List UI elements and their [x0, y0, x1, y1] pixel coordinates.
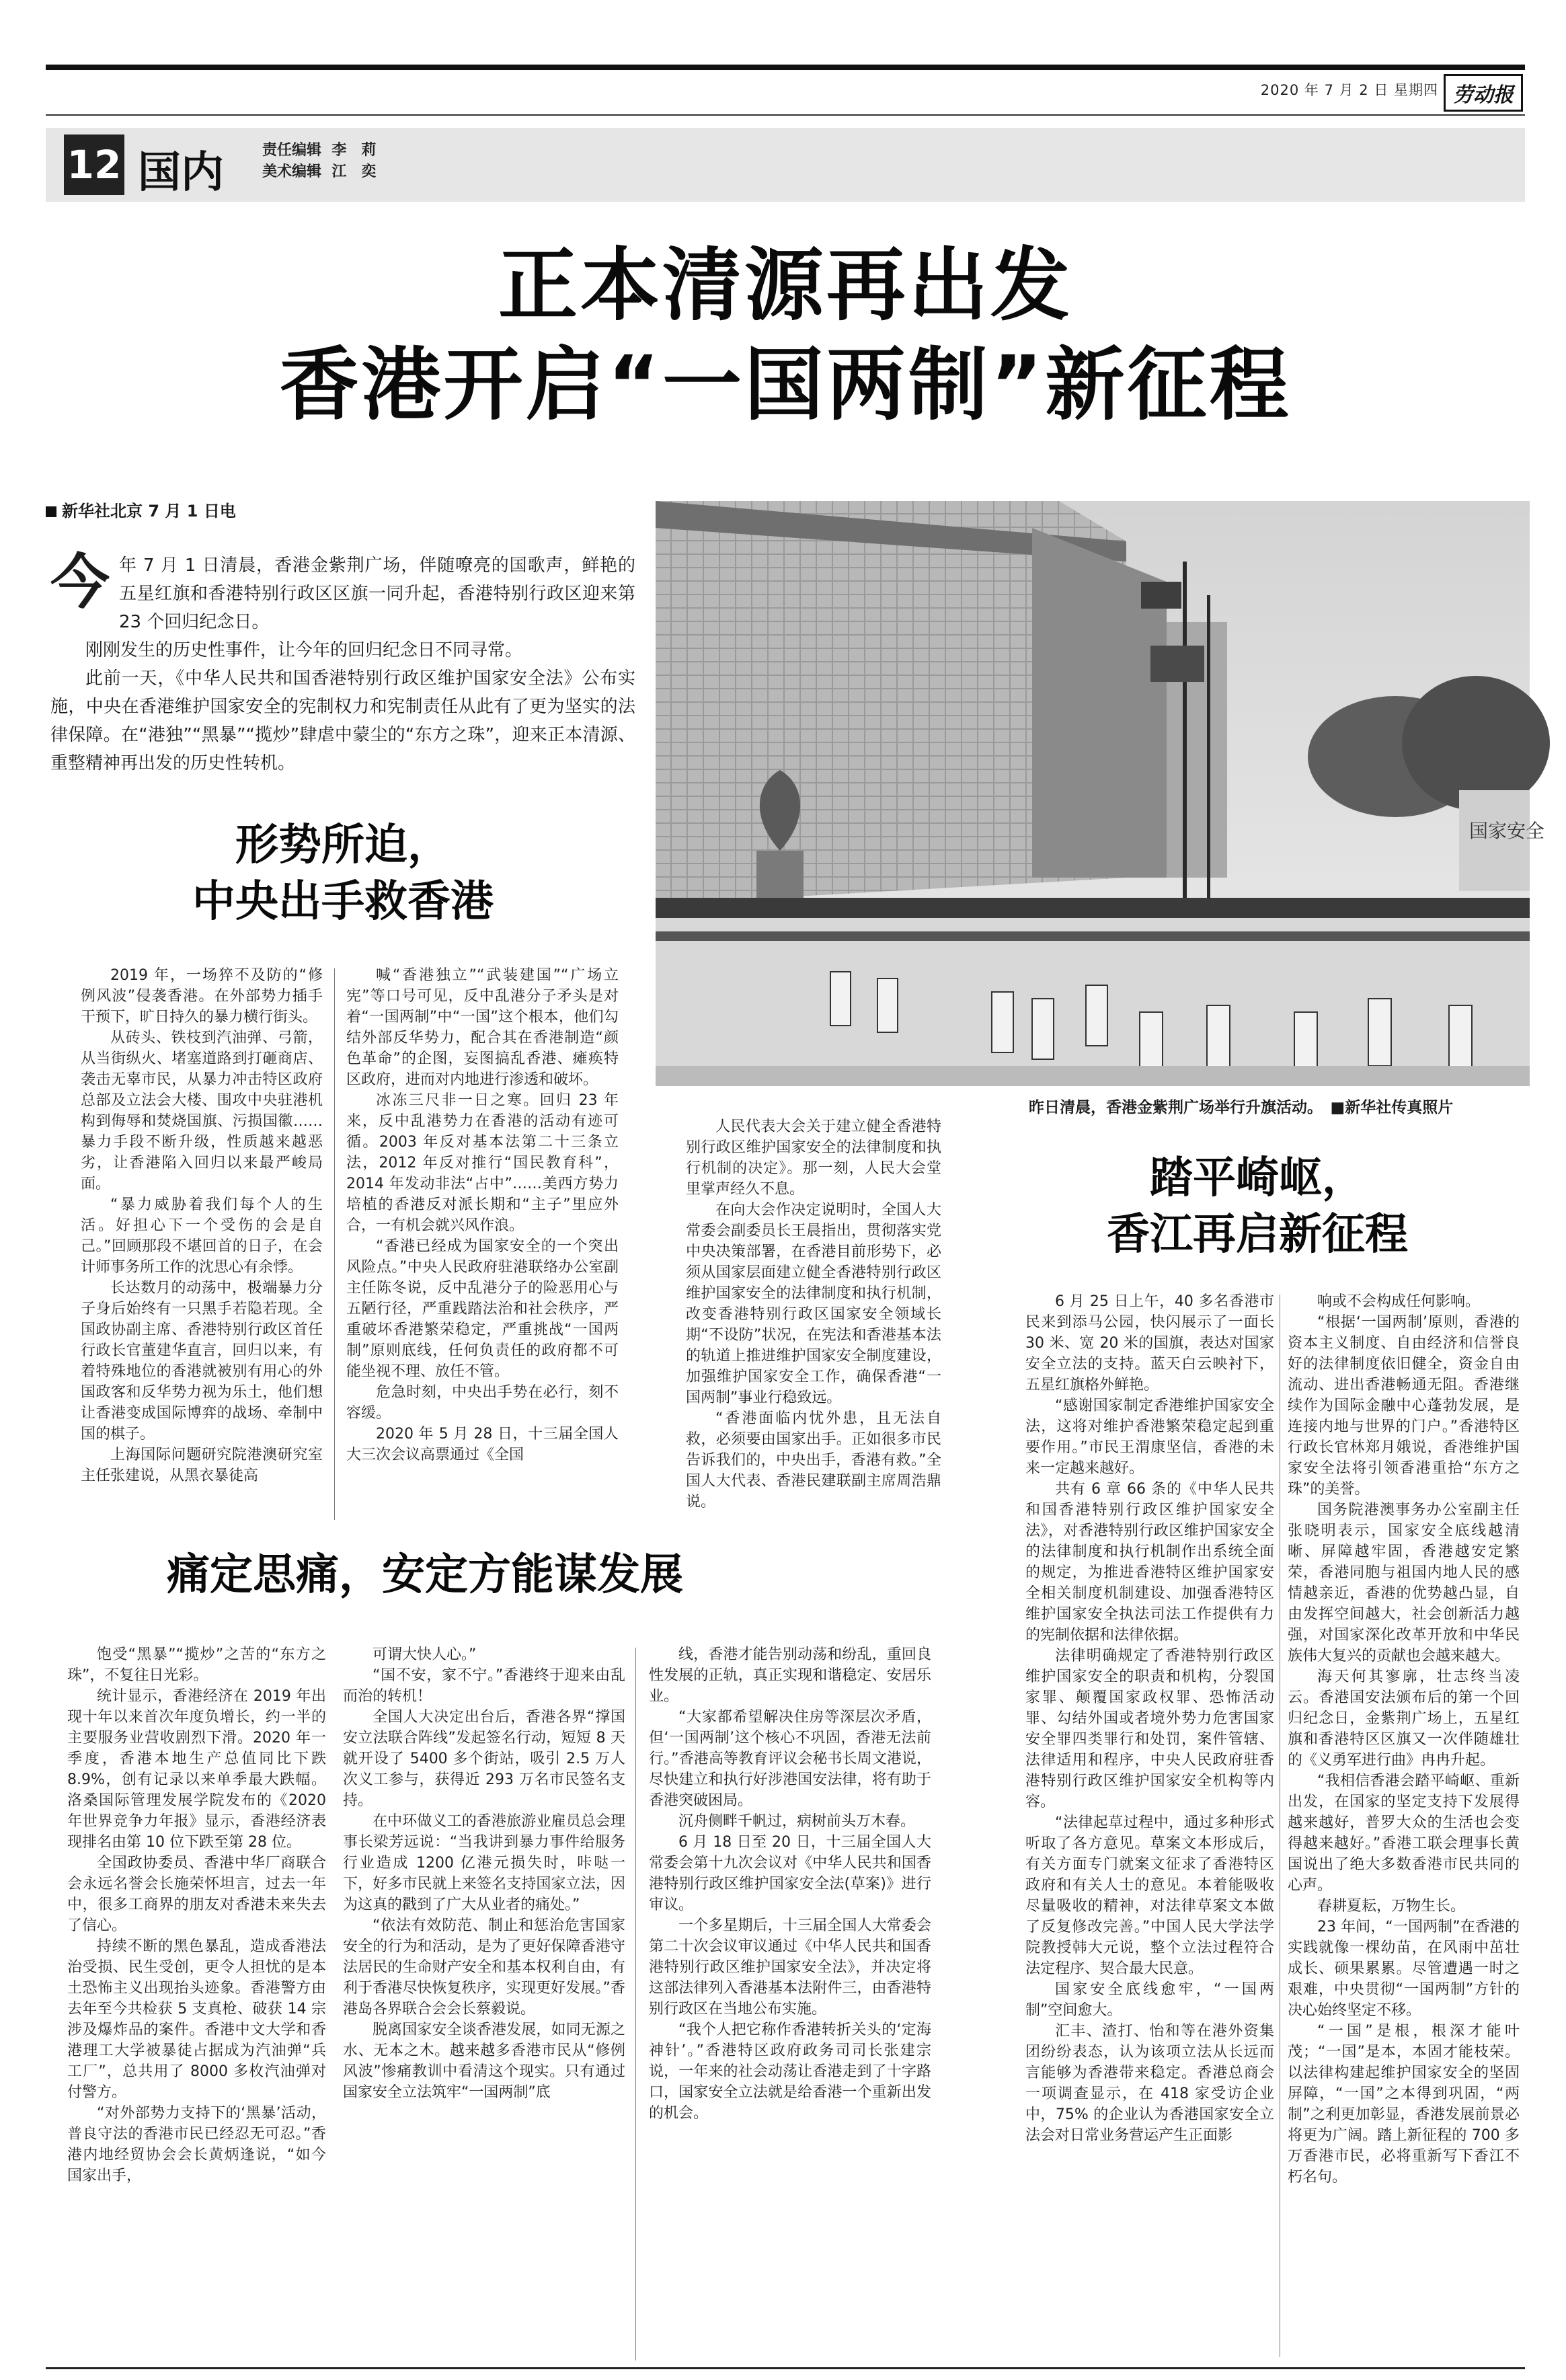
- paragraph: 响或不会构成任何影响。: [1317, 1293, 1481, 1310]
- paragraph: 2019 年，一场猝不及防的“修例风波”侵袭香港。在外部势力插手干预下，旷日持久的暴力横行街头。: [81, 967, 323, 1026]
- paragraph: 人民代表大会关于建立健全香港特别行政区维护国家安全的法律制度和执行机制的决定》。那一刻，人民大会堂里掌声经久不息。: [686, 1118, 941, 1198]
- lead-paragraphs: [50, 547, 635, 777]
- issue-date: 2020 年 7 月 2 日 星期四: [1260, 82, 1438, 98]
- paragraph: 6 月 18 日至 20 日，十三届全国人大常委会第十九次会议对《中华人民共和国香港特别行政区维护国家安全法(草案)》进行审议。: [649, 1834, 931, 1913]
- paragraph: 喊“香港独立”“武装建国”“广场立宪”等口号可见，反中乱港分子矛头是对着“一国两制”中“一国”这个根本，他们勾结外部反华势力，配合其在香港制造“颜色革命”的企图，妄图搞乱香港、瘫痪特区政府，进而对内地进行渗透和破坏。: [346, 967, 619, 1088]
- text-column-7: [343, 1644, 625, 2360]
- subhead-1-line-1: 形势所迫，: [235, 820, 451, 870]
- paragraph: “根据‘一国两制’原则，香港的资本主义制度、自由经济和信誉良好的法律制度依旧健全，资金自由流动、进出香港畅通无阻。香港继续作为国际金融中心蓬勃发展，是连接内地与世界的门户。”香港特区行政长官林郑月娥说，香港维护国家安全法将引领香港重拾“东方之珠”的美誉。: [1288, 1314, 1520, 1498]
- paragraph: 汇丰、渣打、怡和等在港外资集团纷纷表态，认为该项立法从长远而言能够为香港带来稳定。香港总商会一项调查显示，在 418 家受访企业中，75% 的企业认为香港国家安全立法会对日常业务营运产生正面影: [1025, 2023, 1274, 2144]
- byline-marker-icon: [46, 506, 56, 517]
- page-headline: [46, 235, 1525, 434]
- paragraph: 饱受“黑暴”“揽炒”之苦的“东方之珠”，不复往日光彩。: [67, 1646, 326, 1684]
- subhead-1: [50, 817, 635, 930]
- paragraph: 统计显示，香港经济在 2019 年出现十年以来首次年度负增长，约一半的主要服务业营收剧烈下滑。2020 年一季度，香港本地生产总值同比下跌 8.9%，创有记录以来单季最大跌幅。洛桑国际管理发展学院发布的《2020 年世界竞争力年报》显示，香港经济表现排名由第 10 位下跌至第 28 位。: [67, 1688, 326, 1851]
- page-number: 12: [64, 135, 124, 195]
- region-flag: [1150, 646, 1204, 682]
- paragraph: “我个人把它称作香港转折关头的‘定海神针’。”香港特区政府政务司司长张建宗说，一年来的社会动荡让香港走到了十字路口，国家安全立法就是给香港一个重新出发的机会。: [649, 2022, 931, 2122]
- subhead-2-line-2: 香江再启新征程: [1107, 1210, 1408, 1260]
- paragraph: 全国人大决定出台后，香港各界“撑国安立法联合阵线”发起签名行动，短短 8 天就开设了 5400 多个街站，吸引 2.5 万人次义工参与，获得近 293 万名市民签名支持。: [343, 1709, 625, 1809]
- paragraph: 线，香港才能告别动荡和纷乱，重回良性发展的正轨，真正实现和谐稳定、安居乐业。: [649, 1646, 931, 1705]
- lead-paragraph-3: 此前一天，《中华人民共和国香港特别行政区维护国家安全法》公布实施，中央在香港维护国家安全的宪制权力和宪制责任从此有了更为坚实的法律保障。在“港独”“黑暴”“揽炒”肆虐中蒙尘的“东方之珠”，迎来正本清源、重整精神再出发的历史性转机。: [50, 668, 635, 773]
- paragraph: “国不安，家不宁。”香港终于迎来由乱而治的转机！: [343, 1667, 625, 1705]
- subhead-3: 痛定思痛，安定方能谋发展: [167, 1550, 683, 1600]
- lead-paragraph-2: 刚刚发生的历史性事件，让今年的回归纪念日不同寻常。: [85, 640, 523, 660]
- paragraph: “暴力威胁着我们每个人的生活。好担心下一个受伤的会是自己。”回顾那段不堪回首的日子，在会计师事务所工作的沈思心有余悸。: [81, 1196, 323, 1276]
- editors: [262, 140, 376, 183]
- lead-paragraph-1: [50, 547, 635, 636]
- header-rule: [46, 114, 1525, 116]
- paragraph: 全国政协委员、香港中华厂商联合会永远名誉会长施荣怀坦言，过去一年中，很多工商界的朋友对香港未来失去了信心。: [67, 1855, 326, 1934]
- paragraph: 持续不断的黑色暴乱，造成香港法治受损、民生受创，更令人担忧的是本土恐怖主义出现抬头迹象。香港警方由去年至今共检获 5 支真枪、破获 14 宗涉及爆炸品的案件。香港中文大学和香港理工大学被暴徒占据成为汽油弹“兵工厂”，总共用了 8000 多枚汽油弹对付警方。: [67, 1938, 326, 2101]
- paragraph: 从砖头、铁枝到汽油弹、弓箭，从当街纵火、堵塞道路到打砸商店、袭击无辜市民，从暴力冲击特区政府总部及立法会大楼、围攻中央驻港机构到侮辱和焚烧国旗、污损国徽……暴力手段不断升级，性质越来越恶劣，让香港陷入回归以来最严峻局面。: [81, 1030, 323, 1192]
- text-column-1: [81, 965, 323, 1523]
- paragraph: 一个多星期后，十三届全国人大常委会第二十次会议审议通过《中华人民共和国香港特别行政区维护国家安全法》，并决定将这部法律列入香港基本法附件三，由香港特别行政区在当地公布实施。: [649, 1917, 931, 2018]
- paragraph: 法律明确规定了香港特别行政区维护国家安全的职责和机构，分裂国家罪、颠覆国家政权罪、恐怖活动罪、勾结外国或者境外势力危害国家安全罪四类罪行和处罚，案件管辖、法律适用和程序，中央人民政府驻香港特别行政区维护国家安全机构等内容。: [1025, 1648, 1274, 1810]
- photo-credit: ■新华社传真照片: [1330, 1099, 1454, 1116]
- section-name: 国内: [138, 147, 224, 198]
- national-flag: [1141, 582, 1181, 609]
- lead-text-1: 年 7 月 1 日清晨，香港金紫荆广场，伴随嘹亮的国歌声，鲜艳的五星红旗和香港特别行政区区旗一同升起，香港特别行政区迎来第 23 个回归纪念日。: [119, 555, 635, 632]
- column-divider: [334, 968, 335, 1520]
- paragraph: 长达数月的动荡中，极端暴力分子身后始终有一只黑手若隐若现。全国政协副主席、香港特别行政区首任行政长官董建华直言，回归以来，有着特殊地位的香港就被别有用心的外国政客和反华势力视为乐土，他们想让香港变成国际博弈的战场、牵制中国的棋子。: [81, 1280, 323, 1443]
- paragraph: 在中环做义工的香港旅游业雇员总会理事长梁芳远说：“当我讲到暴力事件给服务行业造成 1200 亿港元损失时，咔哒一下，好多市民就上来签名支持国家立法，因为这真的戳到了广大从业者的痛处。”: [343, 1813, 625, 1913]
- paragraph: 6 月 25 日上午，40 多名香港市民来到添马公园，快闪展示了一面长 30 米、宽 20 米的国旗，表达对国家安全立法的支持。蓝天白云映衬下，五星红旗格外鲜艳。: [1025, 1293, 1274, 1393]
- paragraph: 海天何其寥廓，壮志终当凌云。香港国安法颁布后的第一个回归纪念日，金紫荆广场上，五星红旗和香港特区区旗又一次伴随雄壮的《义勇军进行曲》冉冉升起。: [1288, 1668, 1520, 1769]
- paragraph: “大家都希望解决住房等深层次矛盾，但‘一国两制’这个核心不巩固，香港无法前行。”香港高等教育评议会秘书长周文港说，尽快建立和执行好涉港国安法律，将有助于香港突破困局。: [649, 1709, 931, 1809]
- text-column-3: [686, 1116, 941, 1523]
- paragraph: “依法有效防范、制止和惩治危害国家安全的行为和活动，是为了更好保障香港守法居民的生命财产安全和基本权利自由，有利于香港尽快恢复秩序，实现更好发展。”香港岛各界联合会会长蔡毅说。: [343, 1917, 625, 2018]
- paragraph: “我相信香港会踏平崎岖、重新出发，在国家的坚定支持下发展得越来越好，普罗大众的生活也会变得越来越好。”香港工联会理事长黄国说出了绝大多数香港市民共同的心声。: [1288, 1773, 1520, 1894]
- paragraph: 23 年间，“一国两制”在香港的实践就像一棵幼苗，在风雨中茁壮成长、硕果累累。尽管遭遇一时之艰难，中央贯彻“一国两制”方针的决心始终坚定不移。: [1288, 1919, 1520, 2019]
- paragraph: 沉舟侧畔千帆过，病树前头万木春。: [678, 1813, 916, 1830]
- paragraph: 上海国际问题研究院港澳研究室主任张建说，从黑衣暴徒高: [81, 1447, 323, 1484]
- paragraph: “一国”是根，根深才能叶茂；“一国”是本，本固才能枝荣。以法律构建起维护国家安全的坚固屏障，“一国”之本得到巩固，“两制”之利更加彰显，香港发展前景必将更为广阔。踏上新征程的 700 多万香港市民，必将重新写下香江不朽名句。: [1288, 2023, 1520, 2186]
- paragraph: 在向大会作决定说明时，全国人大常委会副委员长王晨指出，贯彻落实党中央决策部署，在香港目前形势下，必须从国家层面建立健全香港特别行政区维护国家安全的法律制度和执行机制，改变香港特别行政区国家安全领域长期“不设防”状况，在宪法和香港基本法的轨道上推进维护国家安全制度建设，加强维护国家安全工作，确保香港“一国两制”事业行稳致远。: [686, 1202, 941, 1406]
- photo-sign-text: 国家安全: [1469, 820, 1545, 842]
- paragraph: “香港已经成为国家安全的一个突出风险点。”中央人民政府驻港联络办公室副主任陈冬说，反中乱港分子的险恶用心与五陋行径，严重践踏法治和社会秩序，严重破坏香港繁荣稳定，严重挑战“一国两制”原则底线，任何负责任的政府都不可能坐视不理、放任不管。: [346, 1238, 619, 1380]
- paragraph: “法律起草过程中，通过多种形式听取了各方意见。草案文本形成后，有关方面专门就案文征求了香港特区政府和有关人士的意见。本着能吸收尽量吸收的精神，对法律草案文本做了反复修改完善。”中国人民大学法学院教授韩大元说，整个立法过程符合法定程序、契合最大民意。: [1025, 1814, 1274, 1977]
- editor-line: 责任编辑 李 莉: [262, 142, 377, 159]
- caption-text: 昨日清晨，香港金紫荆广场举行升旗活动。: [1029, 1099, 1315, 1116]
- text-column-6: [67, 1644, 326, 2360]
- byline-text: 新华社北京 7 月 1 日电: [62, 502, 236, 521]
- paragraph: 可谓大快人心。”: [373, 1646, 477, 1663]
- news-photo: [656, 501, 1545, 1086]
- paragraph: 冰冻三尺非一日之寒。回归 23 年来，反中乱港势力在香港的活动有迹可循。2003 年反对基本法第二十三条立法，2012 年反对推行“国民教育科”，2014 年发动非法“占中”……美西方势力培植的香港反对派长期和“主子”里应外合，一有机会就兴风作浪。: [346, 1092, 619, 1234]
- text-column-4: [1025, 1291, 1274, 2357]
- paragraph: 国家安全底线愈牢，“一国两制”空间愈大。: [1025, 1981, 1274, 2019]
- paragraph: 共有 6 章 66 条的《中华人民共和国香港特别行政区维护国家安全法》，对香港特别行政区维护国家安全的法律制度和执行机制作出系统全面的规定，为推进香港特区维护国家安全相关制度机制建设、加强香港特区维护国家安全执法司法工作提供有力的宪制依据和法律依据。: [1025, 1481, 1274, 1644]
- paragraph: “香港面临内忧外患，且无法自救，必须要由国家出手。正如很多市民告诉我们的，中央出手，香港有救。”全国人大代表、香港民建联副主席周浩鼎说。: [686, 1410, 941, 1510]
- subhead-2-line-1: 踏平崎岖，: [1150, 1153, 1365, 1203]
- headline-line-1: 正本清源再出发: [498, 239, 1072, 332]
- photo-caption: [1029, 1095, 1453, 1117]
- subhead-1-line-2: 中央出手救香港: [192, 877, 494, 927]
- text-column-8: [649, 1644, 931, 2360]
- paragraph: 国务院港澳事务办公室副主任张晓明表示，国家安全底线越清晰、屏障越牢固，香港越安定繁荣，香港同胞与祖国内地人民的感情越亲近，香港的优势越凸显，自由发挥空间越大，社会创新活力越强，对国家深化改革开放和中华民族伟大复兴的贡献也会越来越大。: [1288, 1502, 1520, 1664]
- paragraph: 2020 年 5 月 28 日，十三届全国人大三次会议高票通过《全国: [346, 1426, 619, 1463]
- headline-line-2: 香港开启“一国两制”新征程: [279, 338, 1292, 431]
- paragraph: 脱离国家安全谈香港发展，如同无源之水、无本之木。越来越多香港市民从“修例风波”惨痛教训中看清这个现实。只有通过国家安全立法筑牢“一国两制”底: [343, 2022, 625, 2101]
- text-column-2: [346, 965, 619, 1523]
- paragraph: “对外部势力支持下的‘黑暴’活动，普良守法的香港市民已经忍无可忍。”香港内地经贸协会会长黄炳逢说，“如今国家出手，: [67, 2105, 326, 2184]
- bottom-rule: [46, 2367, 1525, 2369]
- paragraph: 春耕夏耘，万物生长。: [1317, 1898, 1466, 1915]
- drop-cap: 今: [50, 547, 110, 617]
- paragraph: 危急时刻，中央出手势在必行，刻不容缓。: [346, 1384, 619, 1422]
- flag-raising-photo: [656, 501, 1545, 1086]
- text-column-5: [1288, 1291, 1520, 2357]
- top-rule: [46, 65, 1525, 70]
- paragraph: “感谢国家制定香港维护国家安全法，这将对维护香港繁荣稳定起到重要作用。”市民王渭康坚信，香港的未来一定越来越好。: [1025, 1397, 1274, 1477]
- byline: [46, 498, 236, 521]
- subhead-2: [1015, 1150, 1499, 1263]
- art-editor-line: 美术编辑 江 奕: [262, 163, 377, 180]
- column-divider: [635, 1648, 636, 2360]
- paper-logo: 劳动报: [1444, 74, 1523, 112]
